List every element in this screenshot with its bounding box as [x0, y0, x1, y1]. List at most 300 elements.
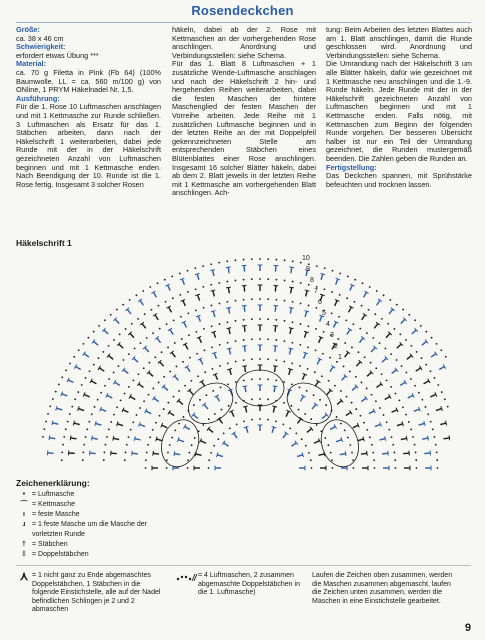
- chain-dot: [394, 452, 396, 454]
- stitch-bar: [304, 331, 309, 332]
- stitch-mark: [135, 439, 141, 440]
- stitch-mark: [145, 348, 149, 352]
- chain-dot: [117, 365, 119, 367]
- chain-dot: [314, 371, 316, 373]
- stitch-mark: [90, 453, 96, 454]
- chain-dot: [359, 328, 361, 330]
- stitch-bar: [56, 406, 57, 411]
- stitch-mark: [275, 366, 276, 372]
- chain-dot: [131, 323, 133, 325]
- chain-dot: [339, 294, 341, 296]
- chain-dot: [353, 323, 355, 325]
- legend-item: [16, 540, 176, 550]
- chain-dot: [188, 334, 190, 336]
- stitch-mark: [230, 369, 232, 375]
- chain-dot: [173, 319, 175, 321]
- chain-dot: [243, 379, 245, 381]
- chain-dot: [394, 328, 396, 330]
- chain-dot: [196, 353, 198, 355]
- chain-dot: [161, 351, 163, 353]
- chain-dot: [388, 429, 390, 431]
- chain-dot: [291, 405, 293, 407]
- chain-dot: [414, 319, 416, 321]
- stitch-bar: [156, 437, 157, 442]
- chain-dot: [347, 437, 349, 439]
- chain-dot: [259, 418, 261, 420]
- chain-dot: [202, 424, 204, 426]
- chain-dot: [251, 338, 253, 340]
- chain-dot: [210, 284, 212, 286]
- chain-dot: [213, 445, 215, 447]
- stitch-mark: [349, 307, 352, 312]
- chain-dot: [259, 398, 261, 400]
- chain-dot: [134, 348, 136, 350]
- stitch-bar: [243, 406, 248, 407]
- chain-dot: [110, 421, 112, 423]
- chain-dot: [128, 353, 130, 355]
- stitch-mark: [342, 376, 346, 380]
- stitch-bar: [385, 436, 386, 441]
- stitch-mark: [245, 386, 246, 392]
- round-label: 8: [310, 277, 314, 284]
- chain-dot: [284, 280, 286, 282]
- stitch-bar: [428, 436, 429, 441]
- chain-dot: [211, 305, 213, 307]
- stitch-mark: [52, 423, 58, 424]
- chain-dot: [292, 281, 294, 283]
- stitch-mark: [154, 292, 157, 297]
- chain-dot: [289, 427, 291, 429]
- stitch-bar: [409, 451, 410, 456]
- stitch-mark: [196, 454, 202, 455]
- paragraph: Für die 1. Rose 10 Luftmaschen anschlagen und mit 1 Kettmasche zur Runde schließen. 3 Luftmaschen als Ersatz für das 1. Stäbchen arbeiten, dann nach der Häkelschrift 1 weiterarbeiten, dabei jede Runde mit der in der Häkelschrift gezeichneten Anzahl von Luftmaschen beginnen und mit 1 Kettmasche enden. Nach Beendigung der 10. Runde ist die 1. Rose fertig. Insgesamt 3 solcher Rosen: [16, 102, 161, 189]
- chain-dot: [267, 419, 269, 421]
- chain-dot: [218, 303, 220, 305]
- stitch-mark: [154, 398, 159, 401]
- chain-dot: [369, 286, 371, 288]
- paragraph: Die Umrandung nach der Häkelschrift 3 um alle Blätter häkeln, dafür wie gezeichnet mit 1 Kettmasche neu anschlingen und die 1.-9. Runde häkeln. Jede Runde mit der in der Häkelschrift gezeichneten Anzahl von Luftmaschen beginnen und mit 1 Kettmasche enden. Falls nötig, mit Kettmaschen zum Beginn der folgenden Runde vorgehen. Der besseren Übersicht halber ist nur ein Teil der Umrandung gezeichnet, die Runden mustergemäß beenden. Die Zahlen geben die Runden an.: [326, 59, 472, 163]
- chain-dot: [151, 309, 153, 311]
- chain-dot: [189, 357, 191, 359]
- chain-dot: [338, 316, 340, 318]
- chain-dot: [138, 373, 140, 375]
- chain-dot: [427, 413, 429, 415]
- stitch-mark: [62, 394, 68, 396]
- chain-dot: [145, 459, 147, 461]
- chain-dot: [408, 314, 410, 316]
- title-rule: [16, 22, 471, 23]
- stitch-mark: [127, 309, 131, 314]
- stitch-mark: [117, 424, 123, 426]
- legend-item: [16, 550, 176, 560]
- chain-dot: [220, 386, 222, 388]
- chain-dot: [142, 290, 144, 292]
- chain-dot: [187, 291, 189, 293]
- chain-dot: [152, 332, 154, 334]
- stitch-mark: [347, 329, 350, 334]
- chain-dot: [251, 378, 253, 380]
- stitch-mark: [178, 401, 183, 405]
- chain-dot: [420, 325, 422, 327]
- chain-dot: [275, 319, 277, 321]
- chain-dot: [307, 368, 309, 370]
- note-decrease: [16, 569, 166, 615]
- stitch-mark: [93, 341, 98, 345]
- chain-dot: [354, 279, 356, 281]
- chain-dot: [259, 298, 261, 300]
- stitch-mark: [187, 367, 190, 372]
- chain-dot: [212, 390, 214, 392]
- column-2: [172, 26, 316, 198]
- stitch-mark: [71, 438, 77, 439]
- chain-dot: [187, 459, 189, 461]
- legend-label: = feste Masche: [32, 511, 80, 518]
- chain-dot: [227, 383, 229, 385]
- chain-dot: [218, 262, 220, 264]
- chain-dot: [243, 299, 245, 301]
- stitch-mark: [358, 439, 364, 441]
- stitch-bar: [226, 307, 231, 308]
- chain-dot: [105, 444, 107, 446]
- chain-dot: [395, 467, 397, 469]
- stitch-bar: [113, 436, 114, 441]
- stitch-mark: [330, 427, 335, 430]
- chain-dot: [108, 429, 110, 431]
- chain-dot: [191, 444, 193, 446]
- chain-dot: [165, 301, 167, 303]
- chain-dot: [143, 400, 145, 402]
- stitch-mark: [115, 382, 120, 385]
- chain-dot: [157, 282, 159, 284]
- chain-dot: [178, 390, 180, 392]
- round-label: 2: [334, 343, 338, 350]
- chain-dot: [259, 378, 261, 380]
- stitch-bar: [363, 437, 364, 442]
- stitch-mark: [291, 287, 292, 293]
- round-label: 3: [330, 332, 334, 339]
- stitch-mark: [367, 372, 371, 376]
- stitch-mark: [217, 396, 220, 401]
- chain-dot: [191, 380, 193, 382]
- stitch-mark: [275, 346, 276, 352]
- chain-dot: [398, 399, 400, 401]
- stitch-mark: [149, 372, 153, 376]
- stitch-mark: [246, 427, 248, 433]
- stitch-mark: [359, 338, 363, 343]
- chain-dot: [219, 365, 221, 367]
- stitch-bar: [226, 267, 231, 268]
- stitch-mark: [168, 285, 171, 290]
- chain-dot: [136, 414, 138, 416]
- chain-dot: [410, 378, 412, 380]
- chain-dot: [212, 368, 214, 370]
- stitch-bar: [242, 346, 247, 347]
- legend-label: = Luftmasche: [32, 491, 75, 498]
- stitch-bar: [226, 328, 231, 329]
- chain-dot: [394, 459, 396, 461]
- stitch-mark: [335, 300, 337, 305]
- chain-dot: [267, 258, 269, 260]
- stitch-mark: [350, 285, 353, 290]
- stitch-mark: [104, 330, 108, 334]
- stitch-bar: [273, 326, 278, 327]
- stitch-mark: [142, 324, 146, 329]
- chain-dot: [235, 402, 237, 404]
- chain-dot: [226, 260, 228, 262]
- chain-dot: [379, 407, 381, 409]
- chain-dot: [108, 378, 110, 380]
- chain-dot: [305, 445, 307, 447]
- chain-dot: [323, 331, 325, 333]
- stitch-mark: [401, 438, 407, 439]
- chain-dot: [390, 386, 392, 388]
- chain-dot: [315, 328, 317, 330]
- note-direction: Laufen die Zeichen oben zusammen, werden die Maschen zusammen abgemascht, laufen die Zeichen unten zusammen, werden die Maschen in eine Einstichstelle gearbeitet.: [312, 572, 453, 605]
- stitch-mark: [440, 423, 446, 424]
- chain-dot: [316, 424, 318, 426]
- chain-dot: [315, 307, 317, 309]
- chain-dot: [275, 299, 277, 301]
- chain-dot: [300, 282, 302, 284]
- chain-dot: [399, 333, 401, 335]
- stitch-bar: [289, 287, 294, 288]
- chain-dot: [243, 359, 245, 361]
- stitch-bar: [273, 346, 278, 347]
- chain-dot: [300, 303, 302, 305]
- chain-dot: [195, 310, 197, 312]
- chain-dot: [163, 376, 165, 378]
- chain-dot: [104, 452, 106, 454]
- stitch-mark: [244, 346, 245, 352]
- chain-dot: [306, 390, 308, 392]
- chain-dot: [366, 332, 368, 334]
- chain-dot: [376, 290, 378, 292]
- stitch-mark: [330, 367, 333, 372]
- chain-dot: [381, 318, 383, 320]
- stitch-mark: [375, 424, 381, 426]
- stitch-mark: [376, 384, 381, 388]
- chain-dot: [349, 444, 351, 446]
- cluster-text: = 4 Luftmaschen, 2 zusammen abgemaschte Doppelstäbchen in die 1. Luftmasche): [198, 572, 300, 597]
- chain-dot: [390, 353, 392, 355]
- chain-dot: [208, 459, 210, 461]
- chain-dot: [202, 265, 204, 267]
- stitch-bar: [289, 307, 294, 308]
- chain-dot: [227, 342, 229, 344]
- legend-label: = Stäbchen: [32, 541, 68, 548]
- chain-dot: [259, 258, 261, 260]
- stitch-mark: [213, 270, 214, 276]
- legend-symbol-icon: †: [22, 541, 26, 548]
- chain-dot: [126, 444, 128, 446]
- chain-dot: [110, 314, 112, 316]
- chain-dot: [42, 436, 44, 438]
- stitch-bar: [227, 348, 232, 349]
- chain-dot: [88, 421, 90, 423]
- decrease-text: = 1 nicht ganz zu Ende abgemaschtes Doppelstäbchen, 1 Stäbchen in die folgende Einstichstelle, alle auf der Nadel befindlichen Schlingen je 2 und 2 abmaschen: [32, 572, 161, 614]
- stitch-mark: [397, 344, 401, 348]
- chain-dot: [405, 339, 407, 341]
- chain-dot: [43, 428, 45, 430]
- paragraph: ca. 70 g Filetta in Pink (Fb 64) (100% Baumwolle, LL = ca. 560 m/100 g) von ONline, 1 PRYM Häkelnadel Nr. 1,5.: [16, 67, 161, 95]
- chain-dot: [327, 444, 329, 446]
- stitch-mark: [229, 349, 230, 355]
- stitch-bar: [402, 422, 403, 427]
- chain-dot: [308, 284, 310, 286]
- stitch-mark: [245, 366, 246, 372]
- chain-dot: [74, 398, 76, 400]
- stitch-mark: [345, 352, 349, 357]
- legend-label: = Kettmasche: [32, 501, 75, 508]
- chain-dot: [148, 394, 150, 396]
- chain-dot: [430, 421, 432, 423]
- stitch-mark: [198, 316, 200, 322]
- chain-dot: [351, 347, 353, 349]
- chain-dot: [154, 356, 156, 358]
- chain-dot: [120, 399, 122, 401]
- stitch-mark: [422, 438, 428, 439]
- stitch-mark: [283, 433, 287, 438]
- chain-dot: [61, 459, 63, 461]
- stitch-mark: [174, 454, 180, 455]
- stitch-bar: [288, 368, 293, 369]
- stitch-mark: [193, 415, 198, 419]
- round-label: 4: [326, 321, 330, 328]
- chain-dot: [284, 259, 286, 261]
- chain-dot: [45, 421, 47, 423]
- chain-dot: [425, 331, 427, 333]
- chain-dot: [340, 423, 342, 425]
- chain-dot: [243, 420, 245, 422]
- stitch-bar: [73, 421, 74, 426]
- column-1: [16, 26, 161, 189]
- chain-dot: [334, 385, 336, 387]
- chain-dot: [106, 436, 108, 438]
- stitch-mark: [346, 412, 351, 415]
- chain-dot: [291, 363, 293, 365]
- stitch-mark: [382, 453, 388, 454]
- chain-dot: [159, 415, 161, 417]
- stitch-mark: [228, 267, 229, 273]
- chain-dot: [235, 361, 237, 363]
- legend-item: [16, 510, 176, 520]
- stitch-mark: [443, 438, 449, 439]
- chain-dot: [81, 384, 83, 386]
- chain-dot: [65, 369, 67, 371]
- chain-dot: [194, 437, 196, 439]
- stitch-mark: [424, 381, 429, 384]
- stitch-mark: [163, 386, 167, 390]
- stitch-mark: [362, 315, 365, 320]
- stitch-mark: [340, 454, 346, 455]
- chain-dot: [217, 438, 219, 440]
- chain-dot: [94, 406, 96, 408]
- stitch-mark: [198, 295, 200, 301]
- stitch-mark: [99, 368, 104, 371]
- stitch-bar: [289, 328, 294, 329]
- chain-dot: [228, 405, 230, 407]
- chain-dot: [344, 429, 346, 431]
- chain-dot: [113, 372, 115, 374]
- chain-dot: [155, 422, 157, 424]
- chain-dot: [204, 349, 206, 351]
- stitch-mark: [361, 398, 366, 401]
- stitch-mark: [132, 453, 138, 454]
- chain-dot: [119, 333, 121, 335]
- stitch-mark: [214, 353, 216, 359]
- figure-title: Häkelschrift 1: [16, 238, 72, 248]
- chain-dot: [347, 276, 349, 278]
- stitch-mark: [84, 394, 89, 396]
- stitch-mark: [139, 384, 144, 388]
- stitch-mark: [275, 326, 276, 332]
- chain-dot: [171, 437, 173, 439]
- chain-dot: [176, 366, 178, 368]
- chain-dot: [210, 452, 212, 454]
- stitch-mark: [56, 408, 62, 410]
- stitch-mark: [174, 376, 178, 380]
- stitch-mark: [204, 404, 208, 409]
- stitch-bar: [345, 451, 346, 456]
- chain-dot: [211, 346, 213, 348]
- note-cluster: [176, 572, 306, 598]
- stitch-bar: [272, 426, 277, 427]
- chain-dot: [77, 391, 79, 393]
- chain-dot: [292, 342, 294, 344]
- stitch-mark: [416, 368, 421, 371]
- chain-dot: [195, 288, 197, 290]
- chain-dot: [203, 307, 205, 309]
- chain-dot: [267, 298, 269, 300]
- chain-dot: [180, 316, 182, 318]
- stitch-mark: [424, 453, 430, 454]
- stitch-mark: [91, 381, 96, 384]
- chain-dot: [251, 258, 253, 260]
- section-heading: Schwierigkeit:: [16, 42, 66, 52]
- chain-dot: [194, 267, 196, 269]
- chain-dot: [308, 263, 310, 265]
- chain-dot: [301, 438, 303, 440]
- chain-dot: [267, 358, 269, 360]
- legend-item: [16, 490, 176, 500]
- text-columns: [16, 26, 472, 231]
- chain-dot: [203, 328, 205, 330]
- stitch-mark: [408, 395, 413, 398]
- chain-dot: [355, 408, 357, 410]
- chain-dot: [259, 358, 261, 360]
- chain-dot: [345, 319, 347, 321]
- chain-dot: [91, 413, 93, 415]
- chain-dot: [292, 321, 294, 323]
- chain-dot: [83, 343, 85, 345]
- chain-dot: [355, 376, 357, 378]
- chain-dot: [392, 444, 394, 446]
- stitch-mark: [407, 356, 412, 360]
- chain-dot: [267, 378, 269, 380]
- chain-dot: [163, 408, 165, 410]
- chain-dot: [158, 305, 160, 307]
- page-number: 9: [464, 622, 471, 634]
- chain-dot: [137, 318, 139, 320]
- chain-dot: [218, 282, 220, 284]
- chain-dot: [243, 339, 245, 341]
- round-label: 6: [318, 299, 322, 306]
- stitch-mark: [272, 427, 274, 433]
- chain-dot: [322, 353, 324, 355]
- chain-dot: [219, 344, 221, 346]
- chain-dot: [174, 429, 176, 431]
- chain-dot: [173, 396, 175, 398]
